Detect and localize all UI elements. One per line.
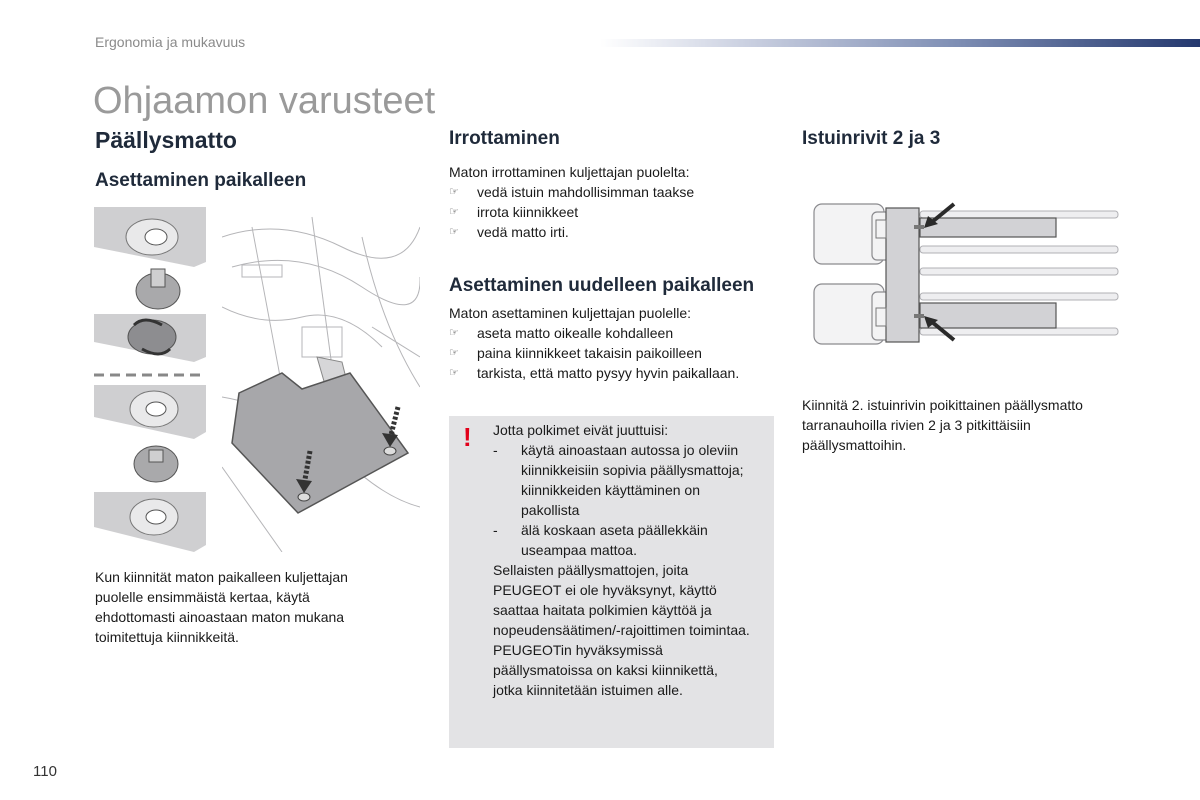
removal-instructions: [449, 162, 779, 242]
caption-line: puolelle ensimmäistä kertaa, käytä: [95, 589, 310, 605]
fastener-steps-illustration: [94, 207, 206, 552]
heading-removal: Irrottaminen: [449, 128, 560, 149]
warning-intro: Jotta polkimet eivät juuttuisi:: [493, 422, 669, 438]
warning-note-line: nopeudensäätimen/-rajoittimen toimintaa.: [493, 622, 750, 638]
step-text: paina kiinnikkeet takaisin paikoilleen: [477, 345, 702, 361]
list-item: [493, 520, 771, 560]
heading-floor-mat: Päällysmatto: [95, 127, 237, 153]
caption-line: Kun kiinnität maton paikalleen kuljettajan: [95, 569, 348, 585]
refitting-instructions: [449, 303, 779, 383]
caption-line: päällysmattoihin.: [802, 437, 907, 453]
dash-bullet: -: [493, 522, 498, 538]
step-text: tarkista, että matto pysyy hyvin paikallaan.: [477, 365, 740, 381]
step-text: vedä matto irti.: [477, 224, 569, 240]
warning-line: useampaa mattoa.: [521, 542, 637, 558]
page-title: Ohjaamon varusteet: [93, 80, 436, 122]
page-number: 110: [33, 763, 57, 780]
step-text: aseta matto oikealle kohdalleen: [477, 325, 674, 341]
caption-line: tarranauhoilla rivien 2 ja 3 pitkittäisiin: [802, 417, 1031, 433]
refit-intro: Maton asettaminen kuljettajan puolelle:: [449, 305, 692, 321]
heading-fitting: Asettaminen paikalleen: [95, 170, 307, 191]
warning-note-line: päällysmatoissa on kaksi kiinnikettä,: [493, 662, 718, 678]
pointing-hand-icon: ☞: [449, 347, 459, 359]
step-text: irrota kiinnikkeet: [477, 204, 579, 220]
warning-note-line: saattaa haitata polkimien käyttöä ja: [493, 602, 712, 618]
list-item: [449, 222, 779, 242]
header-gradient-bar: [600, 39, 1200, 47]
list-item: [449, 182, 779, 202]
list-item: [449, 363, 779, 383]
list-item: [449, 202, 779, 222]
seat-rows-mats-illustration: [810, 198, 1122, 348]
list-item: [449, 323, 779, 343]
warning-line: kiinnikkeiden käyttäminen on: [521, 482, 700, 498]
warning-line: pakollista: [521, 502, 580, 518]
heading-seat-rows: Istuinrivit 2 ja 3: [802, 128, 941, 149]
removal-intro: Maton irrottaminen kuljettajan puolelta:: [449, 164, 690, 180]
warning-icon: !: [463, 422, 472, 452]
warning-note-line: Sellaisten päällysmattojen, joita: [493, 562, 689, 578]
fitting-caption: [95, 567, 425, 647]
warning-note-line: jotka kiinnitetään istuimen alle.: [493, 682, 683, 698]
seat-rows-caption: [802, 395, 1182, 455]
warning-note-line: PEUGEOTin hyväksymissä: [493, 642, 663, 658]
pointing-hand-icon: ☞: [449, 327, 459, 339]
pointing-hand-icon: ☞: [449, 367, 459, 379]
warning-box: [449, 416, 774, 748]
warning-line: kiinnikkeisiin sopivia päällysmattoja;: [521, 462, 744, 478]
driver-floor-mat-illustration: [222, 207, 420, 552]
caption-line: Kiinnitä 2. istuinrivin poikittainen päällysmatto: [802, 397, 1083, 413]
caption-line: ehdottomasti ainoastaan maton mukana: [95, 609, 345, 625]
warning-text: [493, 420, 771, 700]
pointing-hand-icon: ☞: [449, 206, 459, 218]
pointing-hand-icon: ☞: [449, 186, 459, 198]
section-label: Ergonomia ja mukavuus: [95, 34, 246, 50]
heading-refitting: Asettaminen uudelleen paikalleen: [449, 275, 755, 296]
warning-line: älä koskaan aseta päällekkäin: [521, 522, 708, 538]
warning-line: käytä ainoastaan autossa jo oleviin: [521, 442, 739, 458]
dash-bullet: -: [493, 442, 498, 458]
step-text: vedä istuin mahdollisimman taakse: [477, 184, 695, 200]
list-item: [449, 343, 779, 363]
list-item: [493, 440, 771, 520]
warning-note-line: PEUGEOT ei ole hyväksynyt, käyttö: [493, 582, 717, 598]
caption-line: toimitettuja kiinnikkeitä.: [95, 629, 239, 645]
pointing-hand-icon: ☞: [449, 226, 459, 238]
